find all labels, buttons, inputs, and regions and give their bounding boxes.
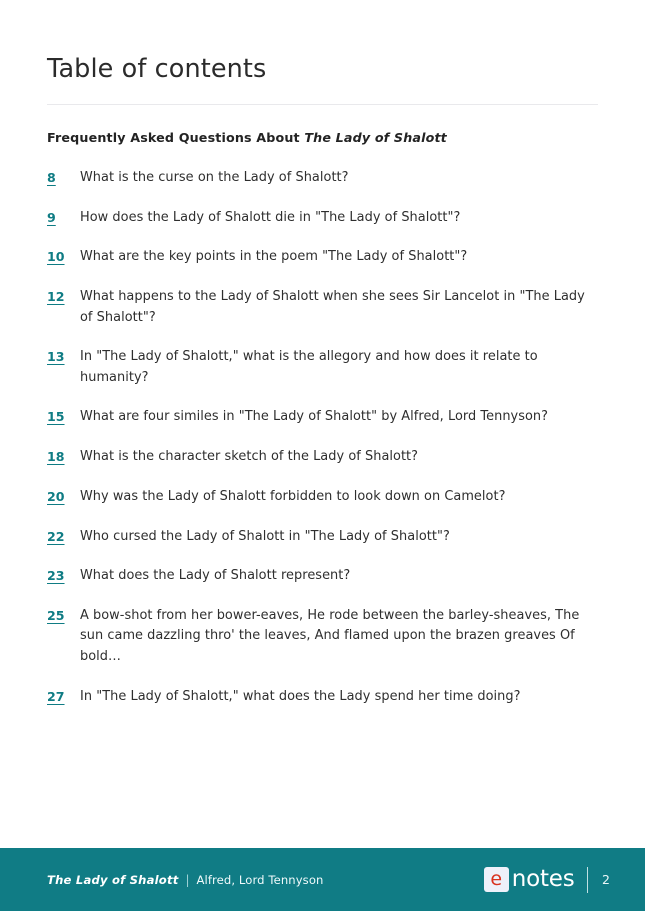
toc-entry-page-number[interactable]: 9	[47, 209, 56, 225]
toc-entry-page-number[interactable]: 8	[47, 170, 56, 185]
toc-entry-title[interactable]: What happens to the Lady of Shalott when she sees Sir Lancelot in "The Lady of Shalott"?	[80, 289, 585, 325]
toc-entry[interactable]	[47, 566, 598, 587]
toc-entry-page-number[interactable]: 22	[47, 528, 65, 544]
footer-author: Alfred, Lord Tennyson	[196, 872, 324, 887]
toc-entry-page-number[interactable]: 12	[47, 289, 65, 305]
toc-entry-title[interactable]: In "The Lady of Shalott," what is the allegory and how does it relate to humanity?	[80, 349, 538, 385]
toc-entry[interactable]	[47, 606, 598, 668]
toc-entry-page-number[interactable]: 18	[47, 449, 65, 465]
toc-entry[interactable]	[47, 407, 598, 428]
toc-entry-title[interactable]: What does the Lady of Shalott represent?	[80, 568, 351, 584]
toc-entry[interactable]	[47, 347, 598, 388]
toc-entry-title[interactable]: What are four similes in "The Lady of Shalott" by Alfred, Lord Tennyson?	[80, 409, 549, 425]
title-divider	[47, 104, 598, 105]
toc-entry-page-number[interactable]: 25	[47, 607, 65, 623]
toc-entry[interactable]	[47, 247, 598, 268]
footer-work-title: The Lady of Shalott	[47, 872, 179, 887]
toc-entry[interactable]	[47, 687, 598, 708]
toc-entry-page-number[interactable]: 15	[47, 409, 65, 425]
toc-entry[interactable]	[47, 168, 598, 189]
section-heading-prefix: Frequently Asked Questions About	[47, 130, 305, 145]
toc-entry-title[interactable]: In "The Lady of Shalott," what does the Lady spend her time doing?	[80, 688, 521, 704]
toc-entry[interactable]	[47, 487, 598, 508]
toc-entry-page-number[interactable]: 13	[47, 349, 65, 365]
page-title: Table of contents	[47, 54, 267, 84]
section-heading-work-title: The Lady of Shalott	[304, 130, 447, 145]
footer-separator: |	[185, 872, 190, 887]
toc-entry-title[interactable]: Who cursed the Lady of Shalott in "The Lady of Shalott"?	[80, 528, 450, 544]
footer-citation	[47, 873, 323, 887]
toc-entry-title[interactable]: How does the Lady of Shalott die in "The Lady of Shalott"?	[80, 209, 461, 225]
section-heading	[47, 130, 447, 145]
toc-entry-title[interactable]: What is the curse on the Lady of Shalott?	[80, 170, 349, 185]
toc-entry-title[interactable]: Why was the Lady of Shalott forbidden to look down on Camelot?	[80, 488, 506, 504]
enotes-e-badge-icon: e	[484, 867, 509, 892]
toc-entry[interactable]	[47, 527, 598, 548]
toc-entry-page-number[interactable]: 23	[47, 568, 65, 584]
toc-entry-page-number[interactable]: 27	[47, 688, 65, 704]
toc-entry-title[interactable]: A bow-shot from her bower-eaves, He rode between the barley-sheaves, The sun came dazzling thro' the leaves, And flamed upon the brazen greaves Of bold…	[80, 607, 580, 664]
toc-entry-title[interactable]: What is the character sketch of the Lady of Shalott?	[80, 449, 419, 465]
toc-entry[interactable]	[47, 208, 598, 229]
table-of-contents-list	[47, 168, 598, 726]
toc-entry-title[interactable]: What are the key points in the poem "The Lady of Shalott"?	[80, 249, 468, 265]
footer-brand-area	[484, 867, 610, 893]
enotes-logo-word: notes	[511, 866, 575, 892]
toc-entry-page-number[interactable]: 20	[47, 488, 65, 504]
page-footer	[0, 848, 645, 911]
enotes-logo[interactable]	[484, 867, 575, 892]
toc-entry[interactable]	[47, 287, 598, 328]
footer-page-number: 2	[602, 872, 610, 887]
toc-entry[interactable]	[47, 447, 598, 468]
footer-vertical-divider	[587, 867, 589, 893]
toc-entry-page-number[interactable]: 10	[47, 249, 65, 265]
